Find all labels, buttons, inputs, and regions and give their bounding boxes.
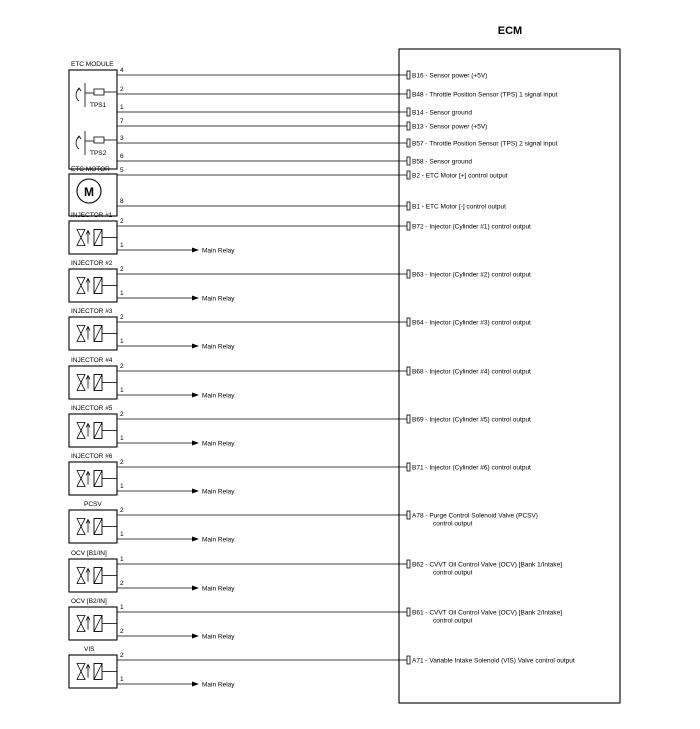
signal-pin-number: 2: [120, 218, 124, 225]
arrow-right-icon: [192, 537, 199, 542]
etc-pin-number: 8: [120, 198, 124, 205]
etc-pin-4-terminal: [407, 71, 410, 79]
tps2-label: TPS2: [90, 150, 107, 157]
device-name: OCV [B1/IN]: [71, 550, 107, 557]
signal-pin-number: 2: [120, 411, 124, 418]
ocv-b2-in-ecm-label: B61 - CVVT Oil Control Valve (OCV) [Bank 2/Intake]: [412, 609, 563, 617]
device-name: INJECTOR #5: [71, 405, 113, 412]
injector-2-ecm-label: B63 - Injector (Cylinder #2) control output: [412, 271, 531, 279]
vis-terminal: [407, 656, 410, 664]
arrow-right-icon: [192, 296, 199, 301]
etc-pin-5-terminal: [407, 171, 410, 179]
device-name: VIS: [84, 646, 95, 653]
relay-pin-number: 1: [120, 338, 124, 345]
main-relay-wire: [117, 628, 235, 640]
etc-pin-3-ecm-label: B57 - Throttle Position Sensor (TPS) 2 signal input: [412, 140, 558, 148]
pcsv-terminal: [407, 511, 410, 519]
etc-pin-5-ecm-label: B2 - ETC Motor [+] control output: [412, 172, 508, 180]
pcsv-ecm-label-2: control output: [433, 520, 473, 528]
main-relay-wire: [117, 676, 235, 688]
ocv-b1-in-ecm-label-2: control output: [433, 569, 473, 577]
main-relay-wire: [117, 580, 235, 592]
device-name: INJECTOR #1: [71, 212, 113, 219]
relay-pin-number: 1: [120, 290, 124, 297]
device-name: INJECTOR #3: [71, 308, 113, 315]
etc-pin-3-terminal: [407, 139, 410, 147]
main-relay-wire: [117, 435, 235, 447]
device-name: OCV [B2/IN]: [71, 598, 107, 605]
etc-pin-6-terminal: [407, 157, 410, 165]
main-relay-wire: [117, 338, 235, 350]
injector-1-terminal: [407, 222, 410, 230]
main-relay-wire: [117, 531, 235, 543]
injector-3-terminal: [407, 318, 410, 326]
signal-pin-number: 1: [120, 556, 124, 563]
device-name: PCSV: [84, 501, 102, 508]
injector-6-ecm-label: B71 - Injector (Cylinder #6) control output: [412, 464, 531, 472]
injector-4-ecm-label: B68 - Injector (Cylinder #4) control output: [412, 368, 531, 376]
etc-pin-number: 3: [120, 135, 124, 142]
etc-pin-7-ecm-label: B13 - Sensor power (+5V): [412, 123, 488, 131]
etc-pin-1-ecm-label: B14 - Sensor ground: [412, 109, 472, 117]
relay-pin-number: 1: [120, 435, 124, 442]
ocv-b2-in-terminal: [407, 608, 410, 616]
etc-pin-7-terminal: [407, 122, 410, 130]
main-relay-label: Main Relay: [202, 247, 235, 255]
etc-pin-number: 1: [120, 104, 124, 111]
main-relay-label: Main Relay: [202, 681, 235, 689]
etc-pin-number: 5: [120, 167, 124, 174]
relay-pin-number: 2: [120, 580, 124, 587]
etc-pin-4-ecm-label: B16 - Sensor power (+5V): [412, 72, 488, 80]
main-relay-label: Main Relay: [202, 440, 235, 448]
relay-pin-number: 1: [120, 483, 124, 490]
signal-pin-number: 2: [120, 266, 124, 273]
main-relay-label: Main Relay: [202, 488, 235, 496]
arrow-right-icon: [192, 682, 199, 687]
ecm-title: ECM: [497, 25, 523, 37]
main-relay-label: Main Relay: [202, 585, 235, 593]
main-relay-wire: [117, 242, 235, 254]
relay-pin-number: 1: [120, 387, 124, 394]
main-relay-wire: [117, 387, 235, 399]
main-relay-label: Main Relay: [202, 343, 235, 351]
injector-4-terminal: [407, 367, 410, 375]
signal-pin-number: 2: [120, 507, 124, 514]
signal-pin-number: 2: [120, 363, 124, 370]
vis-ecm-label: A71 - Variable Intake Solenoid (VIS) Valve control output: [412, 657, 575, 665]
injector-5-terminal: [407, 415, 410, 423]
etc-pin-8-terminal: [407, 202, 410, 210]
pcsv-ecm-label: A78 - Purge Control Solenoid Valve (PCSV): [412, 512, 538, 520]
ocv-b2-in-ecm-label-2: control output: [433, 617, 473, 625]
injector-6-terminal: [407, 463, 410, 471]
arrow-right-icon: [192, 441, 199, 446]
ocv-b1-in-terminal: [407, 560, 410, 568]
relay-pin-number: 1: [120, 676, 124, 683]
relay-pin-number: 1: [120, 531, 124, 538]
arrow-right-icon: [192, 393, 199, 398]
main-relay-wire: [117, 483, 235, 495]
relay-pin-number: 2: [120, 628, 124, 635]
signal-pin-number: 2: [120, 459, 124, 466]
etc-module-label: ETC MODULE: [71, 61, 114, 68]
main-relay-wire: [117, 290, 235, 302]
arrow-right-icon: [192, 248, 199, 253]
etc-pin-2-ecm-label: B48 - Throttle Position Sensor (TPS) 1 signal input: [412, 91, 558, 99]
etc-pin-number: 6: [120, 153, 124, 160]
signal-pin-number: 1: [120, 604, 124, 611]
etc-pin-2-terminal: [407, 90, 410, 98]
device-name: INJECTOR #4: [71, 357, 113, 364]
etc-motor-label: ETC MOTOR: [71, 166, 110, 173]
main-relay-label: Main Relay: [202, 633, 235, 641]
device-name: INJECTOR #2: [71, 260, 113, 267]
injector-2-terminal: [407, 270, 410, 278]
etc-pin-number: 4: [120, 67, 124, 74]
motor-symbol: M: [84, 185, 94, 199]
arrow-right-icon: [192, 586, 199, 591]
injector-1-ecm-label: B72 - Injector (Cylinder #1) control output: [412, 223, 531, 231]
tps1-label: TPS1: [90, 102, 107, 109]
main-relay-label: Main Relay: [202, 295, 235, 303]
signal-pin-number: 2: [120, 652, 124, 659]
main-relay-label: Main Relay: [202, 392, 235, 400]
etc-pin-8-ecm-label: B1 - ETC Motor [-] control output: [412, 203, 506, 211]
etc-pin-number: 2: [120, 86, 124, 93]
etc-pin-1-terminal: [407, 108, 410, 116]
device-name: INJECTOR #6: [71, 453, 113, 460]
arrow-right-icon: [192, 489, 199, 494]
arrow-right-icon: [192, 634, 199, 639]
signal-pin-number: 2: [120, 314, 124, 321]
etc-pin-number: 7: [120, 118, 124, 125]
injector-3-ecm-label: B64 - Injector (Cylinder #3) control output: [412, 319, 531, 327]
etc-pin-6-ecm-label: B58 - Sensor ground: [412, 158, 472, 166]
injector-5-ecm-label: B69 - Injector (Cylinder #5) control output: [412, 416, 531, 424]
relay-pin-number: 1: [120, 242, 124, 249]
arrow-right-icon: [192, 344, 199, 349]
ocv-b1-in-ecm-label: B62 - CVVT Oil Control Valve (OCV) [Bank 1/Intake]: [412, 561, 563, 569]
main-relay-label: Main Relay: [202, 536, 235, 544]
